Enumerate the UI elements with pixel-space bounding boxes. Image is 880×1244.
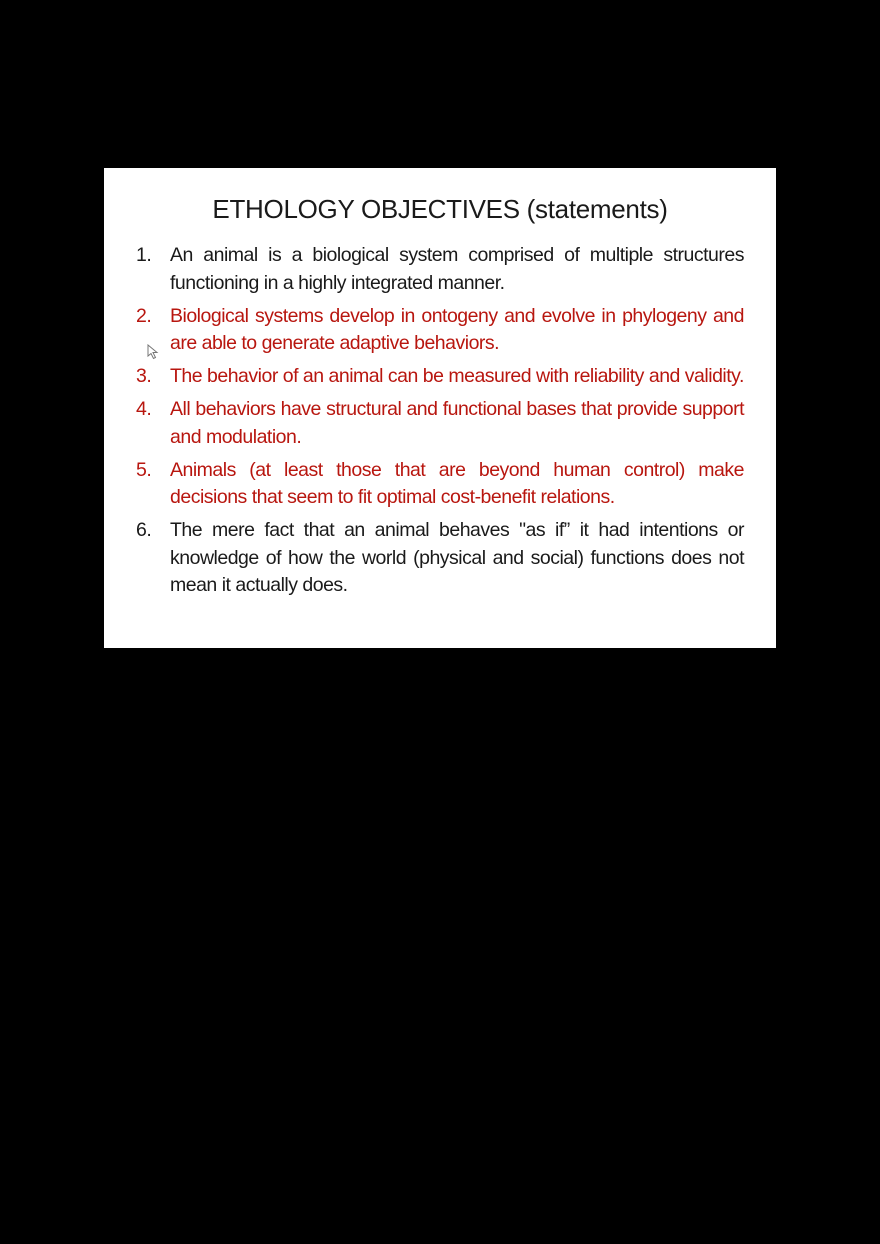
slide xyxy=(104,168,776,648)
item-number: 5. xyxy=(136,458,152,481)
item-text: The mere fact that an animal behaves "as if” it had intentions or knowledge of how the world (physical and social) functions does not mean it actually does. xyxy=(170,519,744,596)
item-text: The behavior of an animal can be measured with reliability and validity. xyxy=(170,365,744,387)
item-number: 6. xyxy=(136,519,152,541)
list-item xyxy=(136,457,744,512)
item-text: Biological systems develop in ontogeny and evolve in phylogeny and are able to generate adaptive behaviors. xyxy=(170,304,744,354)
item-number: 1. xyxy=(136,244,152,266)
item-number: 4. xyxy=(136,398,152,420)
list-item xyxy=(136,363,744,391)
item-number: 2. xyxy=(136,304,152,327)
list-item xyxy=(136,242,744,297)
list-item xyxy=(136,517,744,600)
list-item xyxy=(136,303,744,358)
list-item xyxy=(136,396,744,451)
item-text: An animal is a biological system comprised of multiple structures functioning in a highly integrated manner. xyxy=(170,244,744,294)
item-text: All behaviors have structural and functional bases that provide support and modulation. xyxy=(170,398,744,448)
item-number: 3. xyxy=(136,365,152,387)
item-text: Animals (at least those that are beyond human control) make decisions that seem to fit optimal cost-benefit relations. xyxy=(170,458,744,508)
objectives-list xyxy=(136,242,744,605)
mouse-pointer-icon xyxy=(147,344,159,360)
slide-title: ETHOLOGY OBJECTIVES (statements) xyxy=(212,194,668,224)
